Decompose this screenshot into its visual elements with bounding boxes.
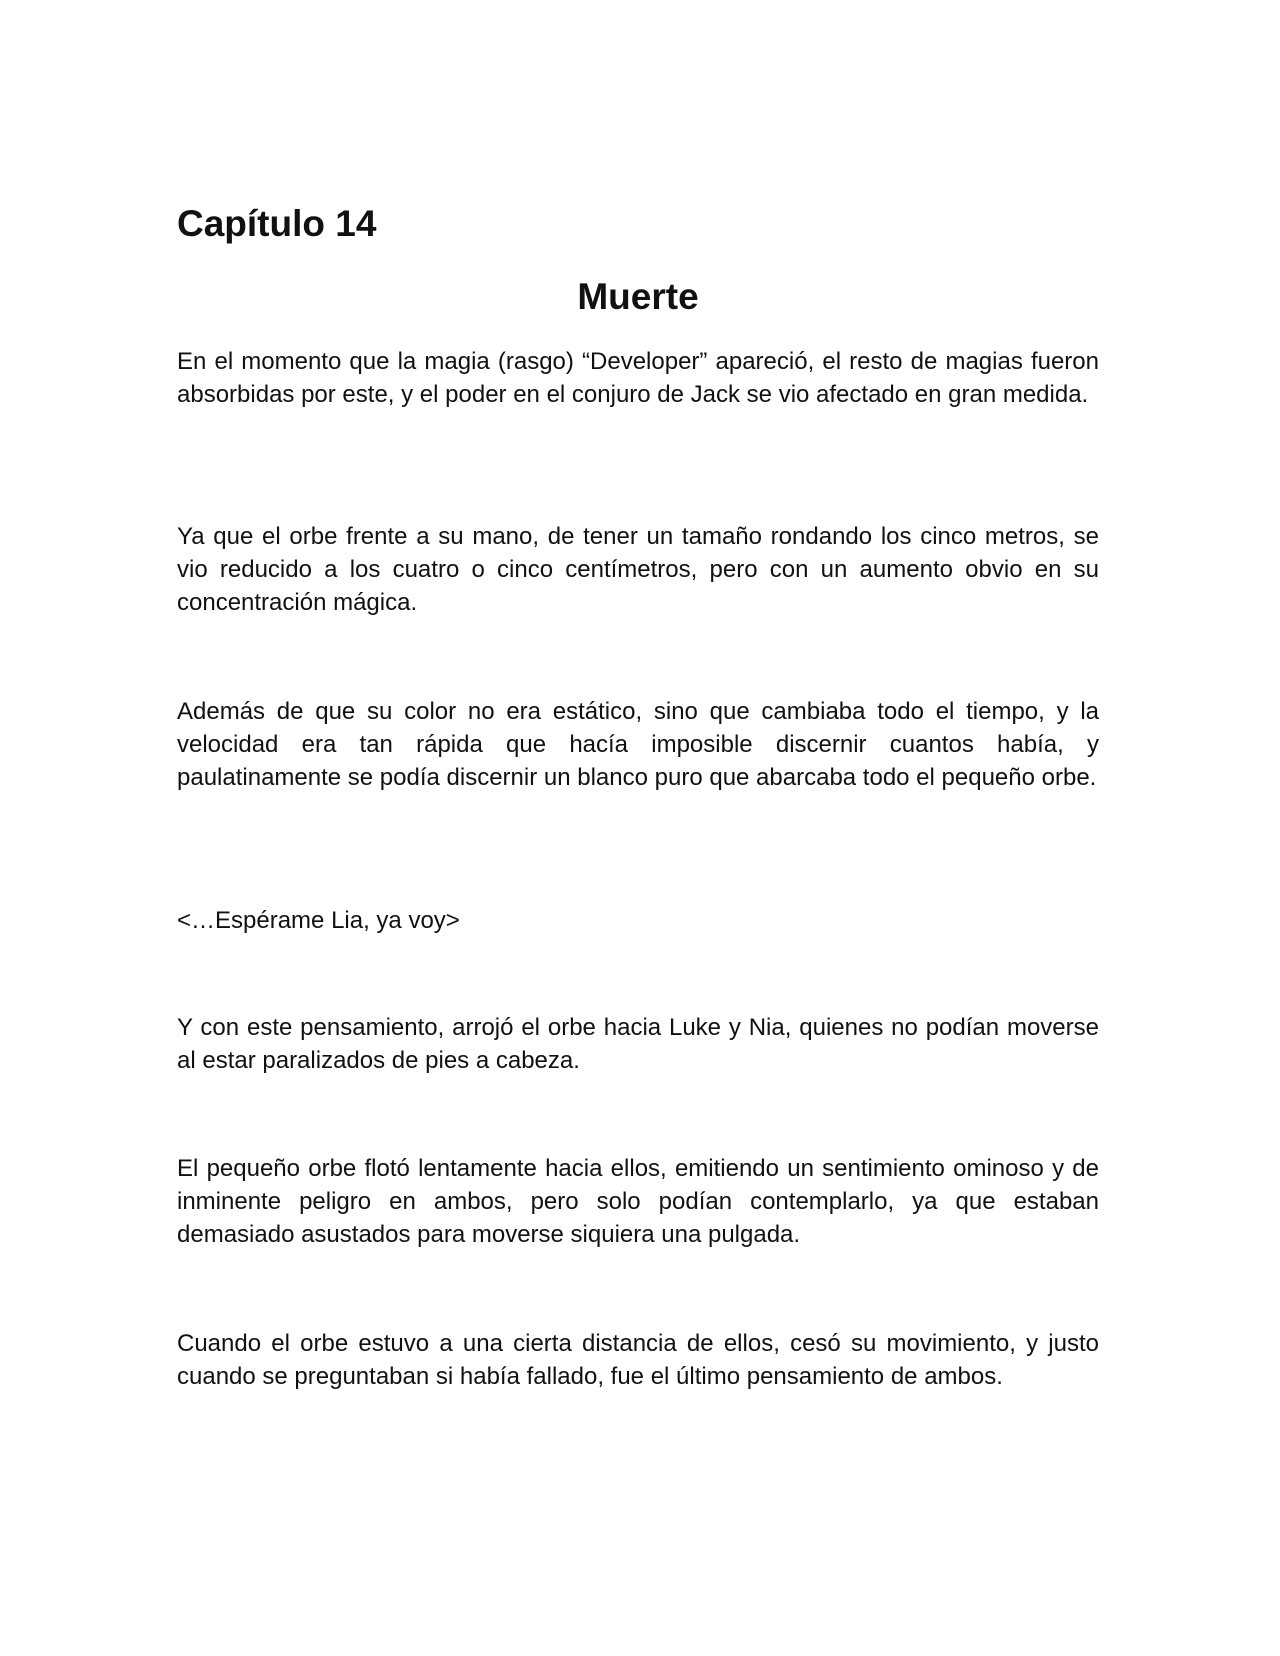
paragraph: El pequeño orbe flotó lentamente hacia ellos, emitiendo un sentimiento ominoso y de inminente peligro en ambos, pero solo podían contemplarlo, ya que estaban demasiado asustados para moverse siquiera una pulgada.	[177, 1155, 1099, 1248]
paragraph: <…Espérame Lia, ya voy>	[177, 907, 460, 934]
paragraph: Y con este pensamiento, arrojó el orbe hacia Luke y Nia, quienes no podían moverse al estar paralizados de pies a cabeza.	[177, 1014, 1099, 1074]
paragraph: Además de que su color no era estático, sino que cambiaba todo el tiempo, y la velocidad era tan rápida que hacía imposible discernir cuantos había, y paulatinamente se podía discernir un blanco puro que abarcaba todo el pequeño orbe.	[177, 698, 1099, 791]
chapter-heading: Capítulo 14	[177, 203, 377, 244]
paragraph: Ya que el orbe frente a su mano, de tener un tamaño rondando los cinco metros, se vio reducido a los cuatro o cinco centímetros, pero con un aumento obvio en su concentración mágica.	[177, 523, 1099, 616]
paragraph: Cuando el orbe estuvo a una cierta distancia de ellos, cesó su movimiento, y justo cuando se preguntaban si había fallado, fue el último pensamiento de ambos.	[177, 1330, 1099, 1390]
chapter-title: Muerte	[577, 276, 699, 317]
paragraph: En el momento que la magia (rasgo) “Developer” apareció, el resto de magias fueron absorbidas por este, y el poder en el conjuro de Jack se vio afectado en gran medida.	[177, 348, 1099, 408]
